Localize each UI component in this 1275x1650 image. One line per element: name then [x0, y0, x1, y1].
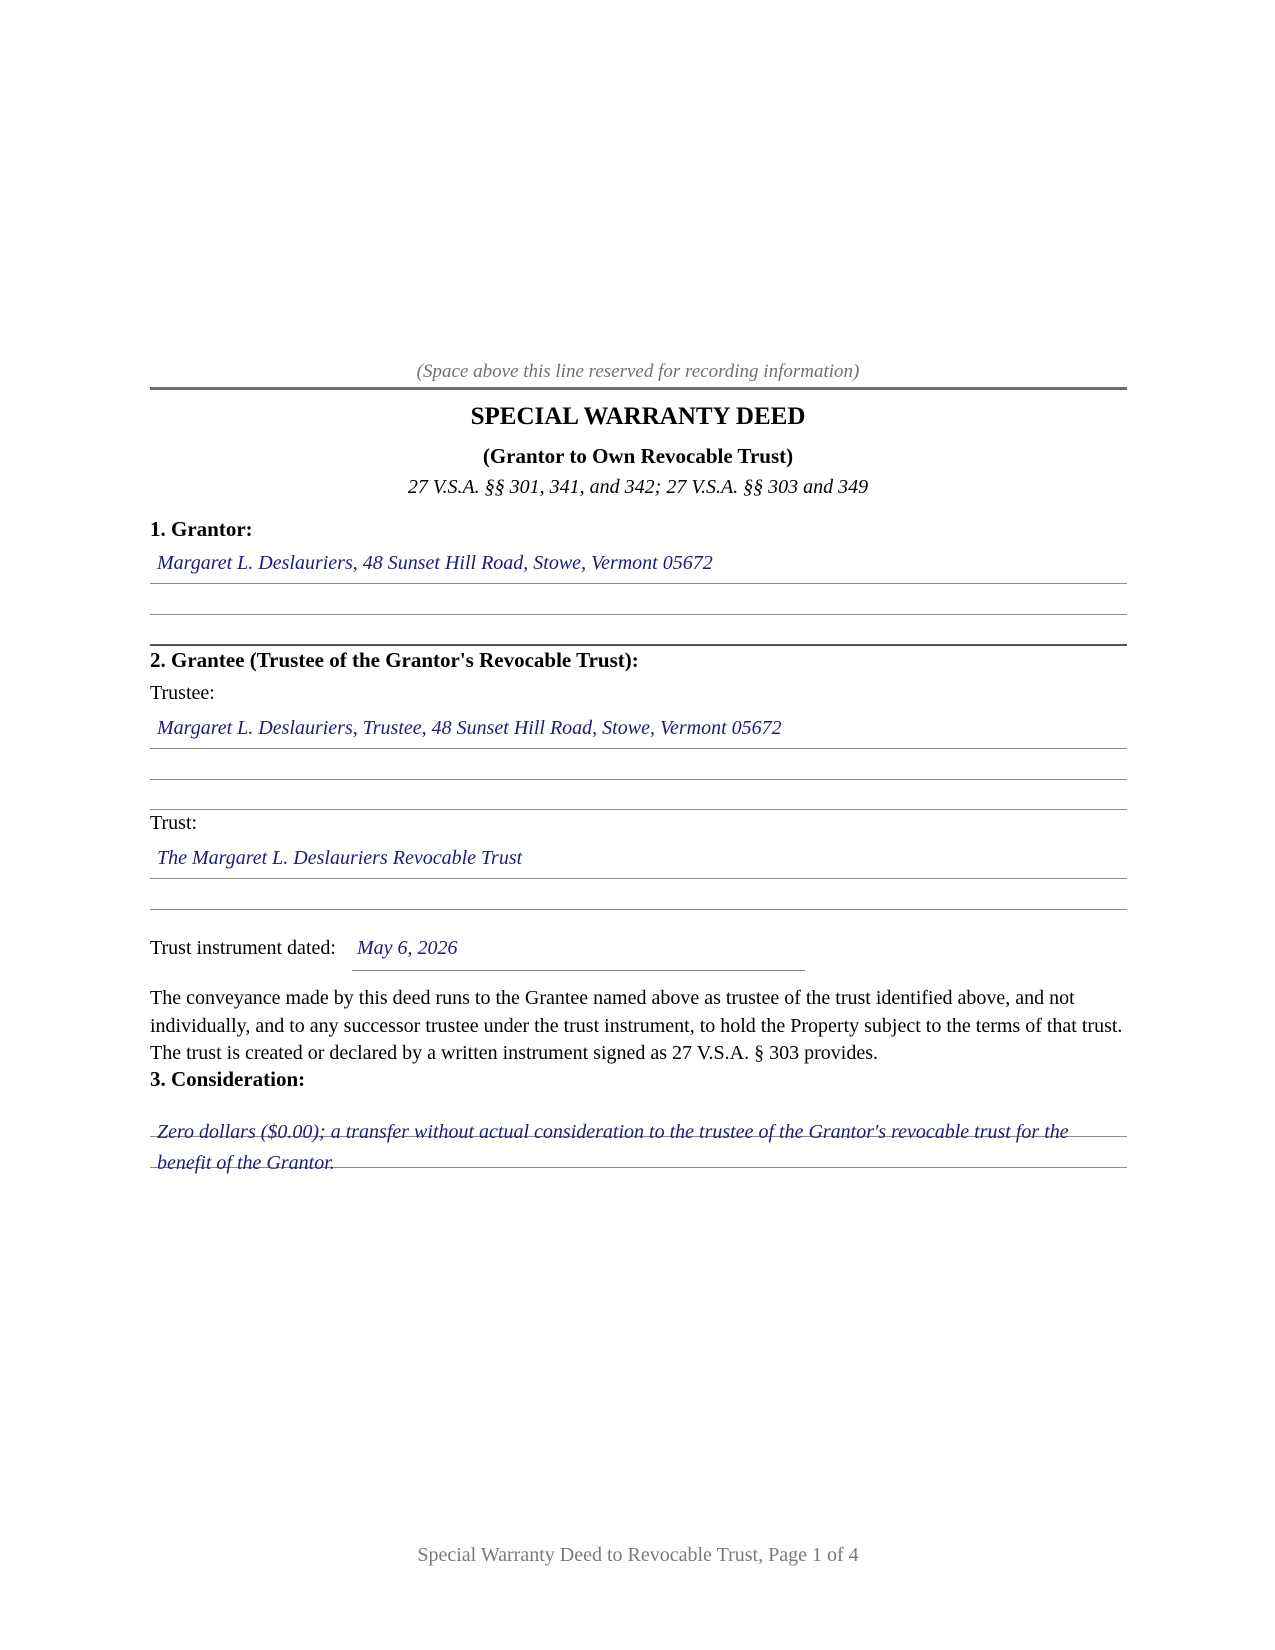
grantee-heading: 2. Grantee (Trustee of the Grantor's Revocable Trust):	[150, 648, 639, 672]
trustee-field[interactable]: Margaret L. Deslauriers, Trustee, 48 Sunset Hill Road, Stowe, Vermont 05672	[157, 717, 782, 739]
recording-divider	[150, 387, 1127, 390]
trustee-line-1	[150, 748, 1127, 749]
instrument-date-line	[352, 970, 805, 971]
trustee-line-3	[150, 809, 1127, 810]
consideration-heading: 3. Consideration:	[150, 1067, 306, 1091]
document-title: SPECIAL WARRANTY DEED	[470, 403, 806, 430]
grantor-line-1	[150, 583, 1127, 584]
trust-line-1	[150, 878, 1127, 879]
consideration-field[interactable]: Zero dollars ($0.00); a transfer without actual consideration to the trustee of the Grantor's revocable trust for the benefit of the Grantor.	[157, 1121, 1069, 1174]
instrument-date-label: Trust instrument dated:	[150, 937, 336, 959]
trust-name-field[interactable]: The Margaret L. Deslauriers Revocable Trust	[157, 847, 523, 869]
trust-label: Trust:	[150, 812, 198, 834]
document-subtitle: (Grantor to Own Revocable Trust)	[482, 444, 794, 468]
conveyance-paragraph: The conveyance made by this deed runs to the Grantee named above as trustee of the trust identified above, and not individually, and to any successor trustee under the trust instrument, to hold the Property subject to the terms of that trust. The trust is created or declared by a written instrument signed as 27 V.S.A. § 303 provides.	[150, 987, 1123, 1064]
grantor-line-2	[150, 614, 1127, 615]
instrument-date-field[interactable]: May 6, 2026	[357, 937, 458, 959]
trust-line-2	[150, 909, 1127, 910]
grantor-heading: 1. Grantor:	[150, 517, 253, 541]
grantor-field[interactable]: Margaret L. Deslauriers, 48 Sunset Hill Road, Stowe, Vermont 05672	[157, 552, 713, 574]
recording-space-note: (Space above this line reserved for recording information)	[416, 361, 860, 382]
statute-citation: 27 V.S.A. §§ 301, 341, and 342; 27 V.S.A. §§ 303 and 349	[407, 476, 869, 498]
trustee-label: Trustee:	[150, 682, 215, 704]
trustee-line-2	[150, 779, 1127, 780]
page-footer: Special Warranty Deed to Revocable Trust, Page 1 of 4	[417, 1544, 859, 1566]
